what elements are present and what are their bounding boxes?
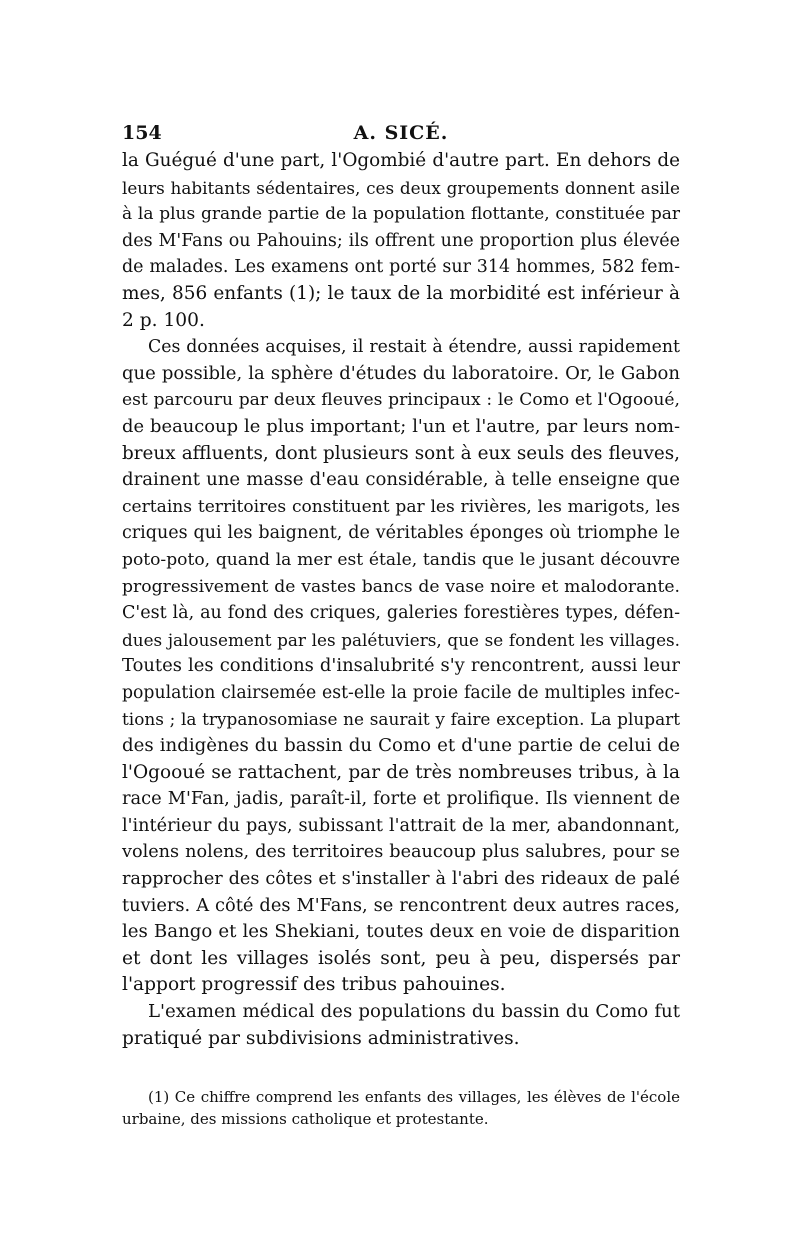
text-line: mes, 856 enfants (1); le taux de la morbidité est inférieur à: [122, 282, 680, 304]
text-line: l'apport progressif des tribus pahouines.: [122, 974, 506, 996]
running-head: [122, 118, 680, 148]
book-page: [122, 118, 680, 1130]
text-line: 2 p. 100.: [122, 309, 205, 331]
text-line: certains territoires constituent par les rivières, les marigots, les: [122, 496, 680, 517]
text-line: l'Ogooué se rattachent, par de très nombreuses tribus, à la: [122, 761, 680, 783]
text-line: progressivement de vastes bancs de vase noire et malodorante.: [122, 576, 680, 597]
text-line: L'examen médical des populations du bassin du Como fut: [148, 1001, 680, 1022]
footnote-line: urbaine, des missions catholique et protestante.: [122, 1110, 489, 1129]
text-line: leurs habitants sédentaires, ces deux groupements donnent asile: [122, 177, 680, 198]
footnote-line: (1) Ce chiffre comprend les enfants des villages, les élèves de l'école: [148, 1088, 680, 1107]
text-line: pratiqué par subdivisions administratives.: [122, 1027, 520, 1049]
text-line: drainent une masse d'eau considérable, à telle enseigne que: [122, 469, 680, 491]
body-text: [122, 148, 680, 1052]
text-line: poto-poto, quand la mer est étale, tandis que le jusant découvre: [122, 549, 680, 570]
text-line: criques qui les baignent, de véritables éponges où triomphe le: [122, 523, 680, 544]
text-line: de beaucoup le plus important; l'un et l'autre, par leurs nom-: [122, 415, 680, 437]
text-line: dues jalousement par les palétuviers, que se fondent les villages.: [122, 629, 680, 650]
text-line: des M'Fans ou Pahouins; ils offrent une proportion plus élevée: [122, 230, 680, 251]
text-line: tuviers. A côté des M'Fans, se rencontrent deux autres races,: [122, 894, 680, 916]
text-line: la Guégué d'une part, l'Ogombié d'autre part. En dehors de: [122, 150, 680, 171]
text-line: volens nolens, des territoires beaucoup plus salubres, pour se: [122, 842, 680, 863]
text-line: race M'Fan, jadis, paraît-il, forte et prolifique. Ils viennent de: [122, 788, 680, 810]
text-line: breux affluents, dont plusieurs sont à eux seuls des fleuves,: [122, 442, 680, 464]
text-line: Toutes les conditions d'insalubrité s'y rencontrent, aussi leur: [122, 655, 680, 677]
text-line: et dont les villages isolés sont, peu à peu, dispersés par: [122, 947, 680, 969]
text-line: population clairsemée est-elle la proie facile de multiples infec-: [122, 682, 680, 703]
text-line: tions ; la trypanosomiase ne saurait y faire exception. La plupart: [122, 709, 680, 730]
footnote: [122, 1086, 680, 1130]
text-line: les Bango et les Shekiani, toutes deux en voie de disparition: [122, 921, 680, 943]
page-number: 154: [122, 122, 162, 144]
text-line: que possible, la sphère d'études du laboratoire. Or, le Gabon: [122, 362, 680, 384]
text-line: Ces données acquises, il restait à étendre, aussi rapidement: [148, 337, 680, 358]
text-line: l'intérieur du pays, subissant l'attrait de la mer, abandonnant,: [122, 815, 680, 836]
text-line: à la plus grande partie de la population flottante, constituée par: [122, 204, 680, 225]
running-title: A. SICÉ.: [353, 122, 449, 144]
text-line: est parcouru par deux fleuves principaux : le Como et l'Ogooué,: [122, 390, 680, 411]
text-line: rapprocher des côtes et s'installer à l'abri des rideaux de palé: [122, 869, 680, 890]
text-line: des indigènes du bassin du Como et d'une partie de celui de: [122, 735, 680, 757]
text-line: de malades. Les examens ont porté sur 314 hommes, 582 fem-: [122, 257, 680, 278]
text-line: C'est là, au fond des criques, galeries forestières types, défen-: [122, 603, 680, 624]
